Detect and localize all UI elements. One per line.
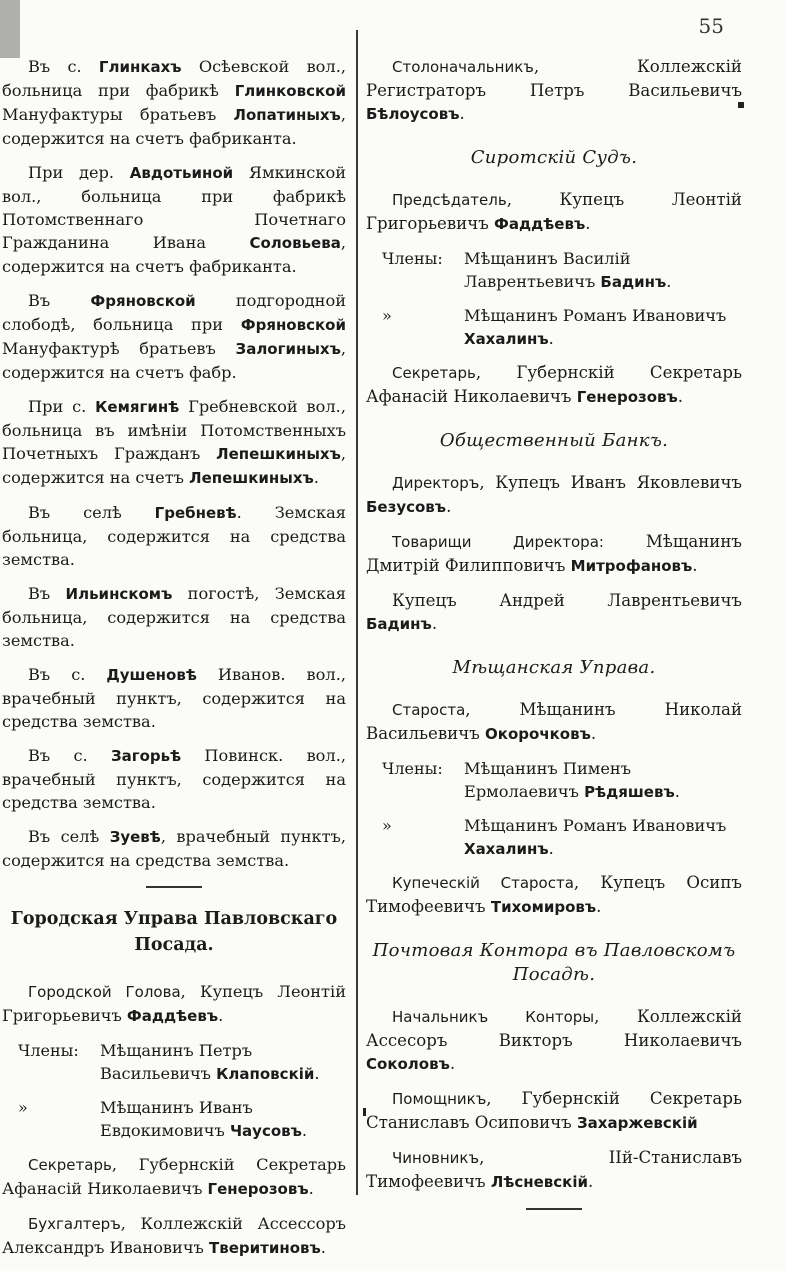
hospital-entry: Въ Ильинскомъ погостѣ, Земская больница, содержится на средства земства. xyxy=(2,584,346,650)
official-entry: Городской Голова, Купецъ Леонтій Григорьевичъ Фаддѣевъ. xyxy=(2,982,346,1025)
role-title: Секретарь xyxy=(28,1156,112,1174)
person-name: Генерозовъ xyxy=(576,388,678,406)
role-title: Староста xyxy=(392,701,466,719)
person-name: Захаржевскій xyxy=(577,1114,698,1132)
official-entry: Начальникъ Конторы, Коллежскій Ассесоръ Викторъ Николаевичъ Соколовъ. xyxy=(366,1007,742,1073)
person-name: Кемягинѣ xyxy=(95,398,180,416)
section-title: Сиротскій Судъ. xyxy=(470,147,638,168)
person-name: Гребневѣ xyxy=(154,504,237,522)
role-title: Чиновникъ xyxy=(392,1149,480,1167)
person-name: Глинковской xyxy=(234,82,346,100)
person-name: Соколовъ xyxy=(366,1055,450,1073)
person-name: Лепешкиныхъ xyxy=(189,469,314,487)
role-title: Помощникъ xyxy=(392,1090,487,1108)
role-title: Столоначальникъ xyxy=(392,58,534,76)
member-text: Мѣщанинъ Петръ Васильевичъ Клаповскій. xyxy=(100,1041,320,1083)
member-label: Члены: xyxy=(382,249,443,268)
role-title: Начальникъ Конторы xyxy=(392,1008,595,1026)
person-name: Глинкахъ xyxy=(98,58,182,76)
person-name: Соловьева xyxy=(249,234,341,252)
official-entry: Помощникъ, Губернскій Секретарь Станиславъ Осиповичъ Захаржевскій xyxy=(366,1089,742,1132)
person-name: Зуевѣ xyxy=(109,828,161,846)
person-name: Чаусовъ xyxy=(229,1122,302,1140)
role-title: Директоръ xyxy=(392,474,480,492)
section-title: Мѣщанская Управа. xyxy=(452,657,656,678)
hospital-entry: Въ с. Загорьѣ Повинск. вол., врачебный пунктъ, содержится на средства земства. xyxy=(2,746,346,812)
hospital-entry: Въ селѣ Зуевѣ, врачебный пунктъ, содержится на средства земства. xyxy=(2,827,346,870)
person-name: Авдотьиной xyxy=(129,164,234,182)
role-title: Товарищи Директора: xyxy=(392,533,604,551)
scan-shadow xyxy=(0,0,20,58)
person-name: Хахалинъ xyxy=(464,840,549,858)
hospital-entry: Въ с. Глинкахъ Осѣевской вол., больница при фабрикѣ Глинковской Мануфактуры братьевъ Лопатиныхъ, содержится на счетъ фабриканта. xyxy=(2,57,347,148)
official-entry: Секретарь, Губернскій Секретарь Афанасій Николаевичъ Генерозовъ. xyxy=(2,1155,346,1198)
member-label: » xyxy=(382,306,392,325)
section-title: Общественный Банкъ. xyxy=(439,430,669,451)
member-entry xyxy=(2,1039,346,1086)
member-label: » xyxy=(382,816,392,835)
section-title: Почтовая Контора въ Павловскомъ Посадѣ. xyxy=(372,940,736,985)
member-label: Члены: xyxy=(382,759,443,778)
official-entry: Товарищи Директора: Мѣщанинъ Дмитрій Филипповичъ Митрофановъ. xyxy=(366,532,742,575)
section-rule xyxy=(526,1208,582,1210)
role-title: Секретарь xyxy=(392,364,476,382)
person-name: Тверитиновъ xyxy=(208,1239,321,1257)
official-entry: Директоръ, Купецъ Иванъ Яковлевичъ Безусовъ. xyxy=(366,473,742,516)
person-name: Бѣлоусовъ xyxy=(366,105,460,123)
institution-section xyxy=(366,429,742,636)
person-name: Фряновской xyxy=(90,292,196,310)
official-entry: Чиновникъ, ІІй-Станиславъ Тимофеевичъ Лѣсневскій. xyxy=(366,1148,742,1191)
official-entry: Бухгалтеръ, Коллежскій Ассессоръ Александръ Ивановичъ Тверитиновъ. xyxy=(2,1214,346,1257)
clerk-entry: Столоначальникъ, Коллежскій Регистраторъ Петръ Васильевичъ Бѣлоусовъ. xyxy=(366,57,742,123)
role-title: Предсѣдатель xyxy=(392,191,507,209)
hospital-list xyxy=(2,55,346,872)
person-name: Лѣсневскій xyxy=(490,1173,589,1191)
city-council-entries xyxy=(2,980,346,1260)
hospital-entry: Въ селѣ Гребневѣ. Земская больница, содержится на средства земства. xyxy=(2,503,346,569)
hospital-entry: Въ Фряновской подгородной слободѣ, больница при Фряновской Мануфактурѣ братьевъ Залогиныхъ, содержится на счетъ фабр. xyxy=(2,291,346,382)
official-entry: Староста, Мѣщанинъ Николай Васильевичъ Окорочковъ. xyxy=(366,700,742,743)
person-name: Рѣдяшевъ xyxy=(584,783,675,801)
institution-section xyxy=(366,656,742,919)
person-name: Загорьѣ xyxy=(110,747,182,765)
official-entry: Секретарь, Губернскій Секретарь Афанасій Николаевичъ Генерозовъ. xyxy=(366,363,742,406)
member-entry xyxy=(366,247,742,294)
person-name: Лепешкиныхъ xyxy=(216,445,341,463)
official-entry: Купеческій Староста, Купецъ Осипъ Тимофеевичъ Тихомировъ. xyxy=(366,873,742,916)
member-label: » xyxy=(18,1098,28,1117)
person-name: Залогиныхъ xyxy=(235,340,341,358)
person-name: Душеновѣ xyxy=(106,666,197,684)
person-name: Фаддѣевъ xyxy=(494,215,586,233)
member-text: Мѣщанинъ Романъ Ивановичъ Хахалинъ. xyxy=(464,816,727,858)
member-entry xyxy=(366,304,742,351)
person-name: Митрофановъ xyxy=(570,557,693,575)
city-council-heading: Городская Управа Павловскаго Посада. xyxy=(10,909,338,955)
institution-section xyxy=(366,146,742,409)
left-column xyxy=(2,55,346,1271)
hospital-entry: При с. Кемягинѣ Гребневской вол., больница въ имѣніи Потомственныхъ Почетныхъ Гражданъ Лепешкиныхъ, содержится на счетъ Лепешкиныхъ. xyxy=(2,397,346,487)
member-entry xyxy=(366,757,742,804)
official-entry: Купецъ Андрей Лаврентьевичъ Бадинъ. xyxy=(366,591,742,633)
hospital-entry: Въ с. Душеновѣ Иванов. вол., врачебный пунктъ, содержится на средства земства. xyxy=(2,665,346,731)
person-name: Фаддѣевъ xyxy=(126,1007,219,1025)
role-title: Купеческій Староста xyxy=(392,874,574,892)
person-name: Клаповскій xyxy=(216,1065,315,1083)
person-name: Генерозовъ xyxy=(207,1180,309,1198)
person-name: Окорочковъ xyxy=(485,725,591,743)
right-column xyxy=(366,55,742,1228)
official-entry: Предсѣдатель, Купецъ Леонтій Григорьевичъ Фаддѣевъ. xyxy=(366,190,742,233)
member-text: Мѣщанинъ Василій Лаврентьевичъ Бадинъ. xyxy=(464,249,672,291)
member-entry xyxy=(366,814,742,861)
person-name: Фряновской xyxy=(240,316,346,334)
person-name: Лопатиныхъ xyxy=(233,106,341,124)
hospital-entry: При дер. Авдотьиной Ямкинской вол., больница при фабрикѣ Потомственнаго Почетнаго Гражданина Ивана Соловьева, содержится на счетъ фабриканта. xyxy=(2,163,346,276)
page-number: 55 xyxy=(698,14,724,38)
person-name: Бадинъ xyxy=(600,273,667,291)
person-name: Хахалинъ xyxy=(464,330,549,348)
member-text: Мѣщанинъ Пименъ Ермолаевичъ Рѣдяшевъ. xyxy=(464,759,680,801)
column-divider xyxy=(356,30,358,1195)
person-name: Тихомировъ xyxy=(490,898,597,916)
institution-sections xyxy=(366,146,742,1194)
member-text: Мѣщанинъ Романъ Ивановичъ Хахалинъ. xyxy=(464,306,727,348)
role-title: Бухгалтеръ xyxy=(28,1215,121,1233)
section-rule xyxy=(146,886,202,888)
person-name: Бадинъ xyxy=(366,615,432,633)
person-name: Ильинскомъ xyxy=(65,585,173,603)
member-text: Мѣщанинъ Иванъ Евдокимовичъ Чаусовъ. xyxy=(100,1098,308,1140)
role-title: Городской Голова xyxy=(28,983,181,1001)
institution-section xyxy=(366,939,742,1194)
member-entry xyxy=(2,1096,346,1143)
member-label: Члены: xyxy=(18,1041,79,1060)
person-name: Безусовъ xyxy=(366,498,447,516)
